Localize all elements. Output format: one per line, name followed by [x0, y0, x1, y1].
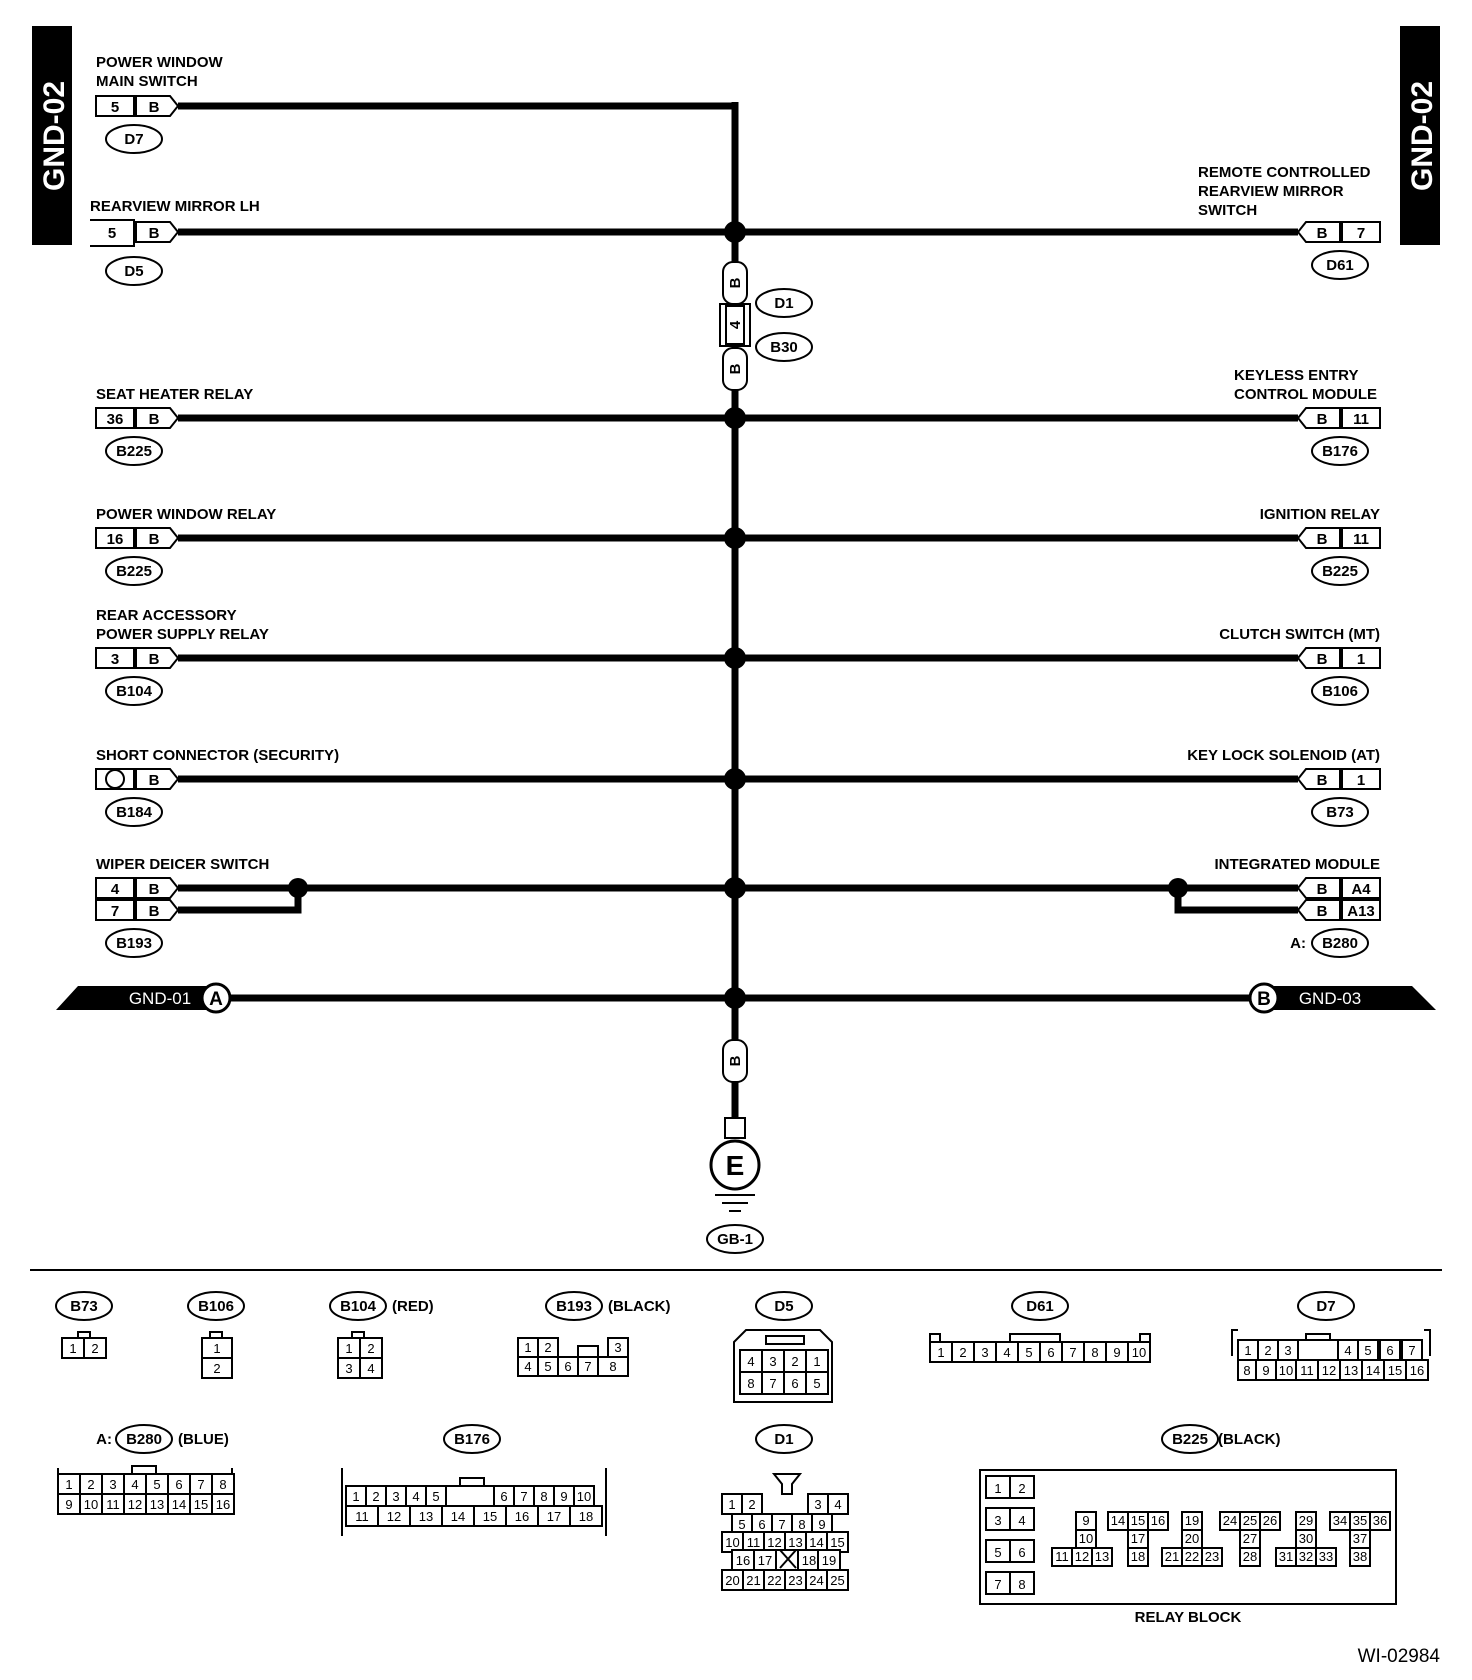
left-pin-seat-heater: 36 [106, 411, 124, 428]
cv-b193-pin: 3 [614, 1340, 622, 1355]
cv-d5-name: D5 [774, 1298, 794, 1315]
cv-d1-pin: 19 [821, 1553, 837, 1568]
cv-b225-pin: 9 [1082, 1513, 1090, 1528]
cv-b225-pin: 18 [1130, 1549, 1146, 1564]
cv-b225-pin: 2 [1018, 1481, 1026, 1496]
cv-b176-pin: 17 [546, 1509, 562, 1524]
cv-b104-pin: 4 [367, 1361, 375, 1376]
left-pin-pw-relay: 16 [106, 531, 124, 548]
right-pin-d61: 7 [1356, 225, 1366, 242]
cv-d61-pin: 5 [1025, 1345, 1033, 1360]
connector-view-b193 [518, 1292, 670, 1376]
cv-b193-pin: 7 [584, 1359, 592, 1374]
cv-b225-pin: 23 [1204, 1549, 1220, 1564]
cv-d7-pin: 10 [1278, 1363, 1294, 1378]
cv-d5-pin: 2 [791, 1354, 799, 1369]
right-label-key-lock: KEY LOCK SOLENOID (AT) [1187, 747, 1380, 764]
cv-b225-pin: 30 [1298, 1531, 1314, 1546]
cv-b176-pin: 10 [576, 1489, 592, 1504]
cv-d1-pin: 14 [809, 1535, 824, 1550]
right-conn-ignition: B225 [1322, 563, 1358, 580]
cv-d1-pin: 6 [758, 1517, 766, 1532]
cv-b193-name: B193 [556, 1298, 592, 1315]
cv-b193-pin: 8 [609, 1359, 617, 1374]
right-color-d61: B [1316, 225, 1328, 242]
cv-d7-pin: 13 [1343, 1363, 1359, 1378]
cv-b225-pin: 31 [1278, 1549, 1294, 1564]
cv-d1-pin: 24 [809, 1573, 824, 1588]
left-label-d5: REARVIEW MIRROR LH [90, 198, 260, 215]
connector-view-b73 [56, 1292, 112, 1358]
cv-d7-pin: 2 [1264, 1343, 1272, 1358]
cv-d7-pin: 6 [1386, 1343, 1394, 1358]
cv-d1-pin: 10 [725, 1535, 740, 1550]
cv-d1-pin: 7 [778, 1517, 786, 1532]
cv-b176-pin: 2 [372, 1489, 380, 1504]
side-tag-left [32, 26, 72, 245]
cv-b225-pin: 8 [1018, 1577, 1026, 1592]
cv-b280-prefix: A: [96, 1431, 112, 1448]
cv-d7-name: D7 [1316, 1298, 1336, 1315]
cv-b280-pin: 14 [171, 1497, 187, 1512]
right-component-key-lock [1187, 747, 1380, 826]
ground-ref: GB-1 [717, 1231, 753, 1248]
side-tag-right-text: GND-02 [1406, 80, 1439, 192]
left-conn-short-conn: B184 [116, 804, 152, 821]
left-label-seat-heater: SEAT HEATER RELAY [96, 386, 254, 403]
right-conn-clutch: B106 [1322, 683, 1358, 700]
cv-b280-pin: 5 [153, 1477, 161, 1492]
cv-d7-pin: 15 [1387, 1363, 1403, 1378]
left-pin-rear-acc: 3 [110, 651, 120, 668]
right-label-d61-line3: SWITCH [1198, 202, 1258, 219]
cv-b225-pin: 17 [1130, 1531, 1146, 1546]
right-color-clutch: B [1316, 651, 1328, 668]
cv-b280-pin: 2 [87, 1477, 95, 1492]
figure-id: WI-02984 [1357, 1646, 1440, 1667]
cv-b176-name: B176 [454, 1431, 490, 1448]
bus-left [56, 984, 230, 1012]
left-color-wiper-4: B [148, 881, 160, 898]
connector-view-b104 [330, 1292, 434, 1378]
left-label-d7-line1: POWER WINDOW [96, 54, 223, 71]
left-label-rear-acc-line1: REAR ACCESSORY [96, 607, 237, 624]
cv-d1-pin: 8 [798, 1517, 806, 1532]
cv-b176-pin: 15 [482, 1509, 498, 1524]
cv-d1-pin: 15 [830, 1535, 845, 1550]
cv-d1-pin: 11 [746, 1535, 761, 1550]
cv-d61-pin: 4 [1003, 1345, 1011, 1360]
left-label-pw-relay: POWER WINDOW RELAY [96, 506, 277, 523]
inline-b30-label: B30 [770, 339, 798, 356]
left-component-d5 [90, 198, 260, 285]
cv-b176-pin: 8 [540, 1489, 548, 1504]
cv-b225-pin: 36 [1372, 1513, 1388, 1528]
cv-d61-pin: 7 [1069, 1345, 1077, 1360]
right-color-integrated-a13: B [1316, 903, 1328, 920]
right-label-integrated: INTEGRATED MODULE [1214, 856, 1380, 873]
cv-d1-cells [722, 1494, 848, 1590]
cv-d5-pin: 3 [769, 1354, 777, 1369]
cv-b280-pin: 13 [149, 1497, 165, 1512]
cv-d61-pin: 6 [1047, 1345, 1055, 1360]
left-label-wiper: WIPER DEICER SWITCH [96, 856, 270, 873]
cv-b280-pin: 8 [219, 1477, 227, 1492]
cv-b225-pin: 7 [994, 1577, 1002, 1592]
cv-b176-pin: 12 [386, 1509, 402, 1524]
inline-connector-d1-b30 [720, 262, 812, 390]
left-components [90, 54, 339, 957]
cv-b104-pin: 3 [345, 1361, 353, 1376]
cv-d1-pin: 1 [728, 1497, 736, 1512]
cv-d1-pin: 17 [757, 1553, 773, 1568]
left-label-short-conn: SHORT CONNECTOR (SECURITY) [96, 747, 340, 764]
cv-d5-pin: 1 [813, 1354, 821, 1369]
left-color-pw-relay: B [148, 531, 160, 548]
cv-d7-pin: 4 [1344, 1343, 1352, 1358]
right-label-clutch: CLUTCH SWITCH (MT) [1219, 626, 1380, 643]
cv-b225-pin: 4 [1018, 1513, 1026, 1528]
cv-b225-pin: 19 [1184, 1513, 1200, 1528]
inline-pin: 4 [727, 320, 744, 330]
cv-b193-pin: 6 [564, 1359, 572, 1374]
side-tag-left-text: GND-02 [38, 80, 71, 192]
cv-b225-pin: 35 [1352, 1513, 1368, 1528]
right-color-key-lock: B [1316, 772, 1328, 789]
cv-d1-pin: 4 [834, 1497, 842, 1512]
right-component-clutch-switch [1219, 626, 1380, 705]
cv-b176-pin: 14 [450, 1509, 466, 1524]
cv-d1-name: D1 [774, 1431, 794, 1448]
cv-d1-pin: 16 [735, 1553, 751, 1568]
left-color-d5: B [148, 225, 160, 242]
short-connector-circle [106, 770, 124, 788]
cv-d61-cells [930, 1342, 1150, 1362]
cv-b176-pin: 16 [514, 1509, 530, 1524]
cv-b104-note: (RED) [392, 1298, 434, 1315]
cv-b280-pin: 12 [127, 1497, 143, 1512]
right-conn-d61: D61 [1326, 257, 1354, 274]
right-component-ignition-relay [1260, 506, 1380, 585]
cv-b106-pin: 2 [213, 1361, 221, 1376]
cv-d61-pin: 10 [1131, 1345, 1147, 1360]
cv-d7-pin: 1 [1244, 1343, 1252, 1358]
connector-view-b280 [58, 1425, 234, 1514]
right-pin-ignition: 11 [1353, 531, 1369, 548]
cv-d1-pin: 5 [738, 1517, 746, 1532]
cv-d7-gap-cell [1298, 1340, 1338, 1360]
left-component-pw-relay [96, 506, 276, 585]
left-conn-seat-heater: B225 [116, 443, 152, 460]
left-conn-d5: D5 [124, 263, 144, 280]
cv-b225-pin: 5 [994, 1545, 1002, 1560]
cv-b280-pin: 3 [109, 1477, 117, 1492]
cv-d61-pin: 3 [981, 1345, 989, 1360]
left-label-d7-line2: MAIN SWITCH [96, 73, 198, 90]
right-color-integrated-a4: B [1316, 881, 1328, 898]
right-label-ignition: IGNITION RELAY [1259, 506, 1380, 523]
right-label-keyless-line2: CONTROL MODULE [1234, 386, 1378, 403]
bus-left-mark: A [209, 989, 223, 1010]
left-conn-pw-relay: B225 [116, 563, 152, 580]
cv-b176-gap-cell [446, 1486, 494, 1506]
inline-color-upper: B [727, 277, 744, 289]
cv-b176-pin: 3 [392, 1489, 400, 1504]
cv-d7-pin: 16 [1409, 1363, 1425, 1378]
cv-b73-pin: 2 [91, 1341, 99, 1356]
cv-b176-pin: 18 [578, 1509, 594, 1524]
cv-d7-pin: 8 [1243, 1363, 1251, 1378]
cv-b225-pin: 28 [1242, 1549, 1258, 1564]
left-pin-wiper-4: 4 [110, 881, 120, 898]
cv-b280-pin: 16 [215, 1497, 231, 1512]
ground-connector [707, 1040, 763, 1253]
left-color-d7: B [148, 99, 160, 116]
connector-view-d7 [1232, 1292, 1430, 1380]
cv-b193-pin: 2 [544, 1340, 552, 1355]
cv-b225-pin: 1 [994, 1481, 1002, 1496]
cv-b176-pin: 6 [500, 1489, 508, 1504]
cv-b225-pin: 27 [1242, 1531, 1258, 1546]
right-pin-integrated-a13: A13 [1347, 903, 1375, 920]
cv-b225-pin: 26 [1262, 1513, 1278, 1528]
cv-d1-pin: 2 [748, 1497, 756, 1512]
cv-b280-pin: 6 [175, 1477, 183, 1492]
cv-d1-pin: 9 [818, 1517, 826, 1532]
right-conn-integrated: B280 [1322, 935, 1358, 952]
cv-d7-pin: 12 [1321, 1363, 1337, 1378]
left-conn-rear-acc: B104 [116, 683, 152, 700]
cv-b225-pin: 14 [1110, 1513, 1126, 1528]
ground-wire-color: B [727, 1055, 744, 1067]
cv-d5-pin: 7 [769, 1376, 777, 1391]
cv-b176-pin: 11 [355, 1509, 369, 1524]
cv-b225-pin: 15 [1130, 1513, 1146, 1528]
cv-b176-pin: 4 [412, 1489, 420, 1504]
cv-b176-cells [346, 1486, 602, 1526]
cv-b225-pin: 34 [1332, 1513, 1348, 1528]
cv-d61-name: D61 [1026, 1298, 1054, 1315]
cv-d7-pin: 7 [1408, 1343, 1416, 1358]
cv-b225-pin: 21 [1164, 1549, 1180, 1564]
connector-view-b176 [342, 1425, 606, 1536]
cv-b73-pin: 1 [69, 1341, 77, 1356]
right-label-keyless-line1: KEYLESS ENTRY [1234, 367, 1359, 384]
cv-d61-pin: 2 [959, 1345, 967, 1360]
cv-b176-pin: 5 [432, 1489, 440, 1504]
right-label-d61-line2: REARVIEW MIRROR [1198, 183, 1344, 200]
cv-b176-pin: 1 [352, 1489, 360, 1504]
cv-b280-pin: 11 [106, 1497, 120, 1512]
cv-b280-pin: 10 [83, 1497, 99, 1512]
cv-b225-pin: 10 [1078, 1531, 1094, 1546]
cv-b193-pin: 1 [524, 1340, 532, 1355]
cv-b225-pin: 3 [994, 1513, 1002, 1528]
cv-d7-pin: 5 [1364, 1343, 1372, 1358]
right-label-d61-line1: REMOTE CONTROLLED [1198, 164, 1371, 181]
connector-view-b225 [980, 1425, 1396, 1626]
cv-d1-pin: 12 [767, 1535, 782, 1550]
cv-d1-pin: 22 [767, 1573, 782, 1588]
cv-b225-pin: 32 [1298, 1549, 1314, 1564]
cv-b280-note: (BLUE) [178, 1431, 229, 1448]
cv-b193-pin: 5 [544, 1359, 552, 1374]
connector-view-b106 [188, 1292, 244, 1378]
cv-d1-pin: 20 [725, 1573, 740, 1588]
cv-d7-pin: 11 [1300, 1363, 1314, 1378]
right-components [1187, 164, 1380, 957]
cv-d7-pin: 14 [1365, 1363, 1381, 1378]
cv-b280-name: B280 [126, 1431, 162, 1448]
connector-view-d5 [734, 1292, 832, 1402]
cv-b225-pin: 33 [1318, 1549, 1334, 1564]
right-pin-keyless: 11 [1353, 411, 1369, 428]
left-pin-wiper-7: 7 [110, 903, 120, 920]
cv-d5-pin: 8 [747, 1376, 755, 1391]
bus-right-label: GND-03 [1298, 989, 1362, 1008]
cv-b225-pin: 12 [1074, 1549, 1090, 1564]
cv-b176-pin: 13 [418, 1509, 434, 1524]
cv-b225-pin: 13 [1094, 1549, 1110, 1564]
left-label-rear-acc-line2: POWER SUPPLY RELAY [96, 626, 269, 643]
cv-b104-pin: 2 [367, 1341, 375, 1356]
cv-b176-pin: 7 [520, 1489, 528, 1504]
left-conn-wiper: B193 [116, 935, 152, 952]
cv-b225-pin: 16 [1150, 1513, 1166, 1528]
cv-b225-note: (BLACK) [1218, 1431, 1281, 1448]
cv-d1-pin: 3 [814, 1497, 822, 1512]
cv-b225-pin: 24 [1222, 1513, 1238, 1528]
cv-b193-note: (BLACK) [608, 1298, 671, 1315]
cv-b176-pin: 9 [560, 1489, 568, 1504]
left-color-short-conn: B [148, 772, 160, 789]
cv-b73-name: B73 [70, 1298, 98, 1315]
cv-b225-pin: 6 [1018, 1545, 1026, 1560]
right-pin-integrated-a4: A4 [1351, 881, 1371, 898]
left-color-rear-acc: B [148, 651, 160, 668]
cv-d1-pin: 13 [788, 1535, 803, 1550]
side-tag-right [1400, 26, 1440, 245]
cv-d5-pin: 6 [791, 1376, 799, 1391]
cv-b225-pin: 38 [1352, 1549, 1368, 1564]
cv-d1-pin: 18 [801, 1553, 817, 1568]
cv-b225-pin: 37 [1352, 1531, 1368, 1546]
right-prefix-integrated: A: [1290, 935, 1306, 952]
cv-d61-pin: 1 [937, 1345, 945, 1360]
left-color-seat-heater: B [148, 411, 160, 428]
cv-d61-pin: 9 [1113, 1345, 1121, 1360]
cv-b225-name: B225 [1172, 1431, 1208, 1448]
left-pin-d7: 5 [110, 99, 120, 116]
cv-b104-pin: 1 [345, 1341, 353, 1356]
cv-d7-pin: 9 [1262, 1363, 1270, 1378]
cv-b280-pin: 9 [65, 1497, 73, 1512]
bus-right-mark: B [1257, 989, 1271, 1010]
bus-left-label: GND-01 [128, 989, 192, 1008]
bus-right [1250, 984, 1436, 1012]
right-pin-clutch: 1 [1356, 651, 1366, 668]
cv-b106-pin: 1 [213, 1341, 221, 1356]
cv-b193-pin: 4 [524, 1359, 532, 1374]
cv-b280-pin: 15 [193, 1497, 209, 1512]
cv-d7-cells [1238, 1340, 1428, 1380]
cv-d1-pin: 23 [788, 1573, 803, 1588]
left-color-wiper-7: B [148, 903, 160, 920]
left-conn-d7: D7 [124, 131, 144, 148]
cv-b225-pin: 22 [1184, 1549, 1200, 1564]
cv-d61-pin: 8 [1091, 1345, 1099, 1360]
right-conn-keyless: B176 [1322, 443, 1358, 460]
cv-b225-pin: 11 [1055, 1549, 1069, 1564]
left-component-short-connector [96, 747, 339, 826]
right-conn-key-lock: B73 [1326, 804, 1354, 821]
cv-b225-pin: 29 [1298, 1513, 1314, 1528]
right-pin-key-lock: 1 [1356, 772, 1366, 789]
cv-d5-pin: 5 [813, 1376, 821, 1391]
inline-color-lower: B [727, 363, 744, 375]
cv-b104-name: B104 [340, 1298, 376, 1315]
cv-d1-pin: 25 [830, 1573, 845, 1588]
cv-b225-cells [986, 1476, 1390, 1594]
cv-b225-pin: 25 [1242, 1513, 1258, 1528]
right-color-ignition: B [1316, 531, 1328, 548]
left-pin-d5: 5 [107, 225, 117, 242]
connector-view-d1 [722, 1425, 848, 1590]
cv-b280-pin: 1 [65, 1477, 73, 1492]
cv-d5-pin: 4 [747, 1354, 755, 1369]
cv-b225-footer: RELAY BLOCK [1134, 1609, 1242, 1626]
cv-b280-pin: 4 [131, 1477, 139, 1492]
right-component-d61 [1198, 164, 1380, 279]
ground-label: E [725, 1150, 745, 1181]
cv-d7-pin: 3 [1284, 1343, 1292, 1358]
right-color-keyless: B [1316, 411, 1328, 428]
inline-d1-label: D1 [774, 295, 794, 312]
cv-b280-pin: 7 [197, 1477, 205, 1492]
cv-b280-cells [58, 1474, 234, 1514]
cv-b225-pin: 20 [1184, 1531, 1200, 1546]
connector-view-d61 [930, 1292, 1150, 1362]
cv-d1-pin: 21 [746, 1573, 761, 1588]
left-component-seat-heater [96, 386, 253, 465]
cv-b106-name: B106 [198, 1298, 234, 1315]
wire-d7 [178, 106, 735, 110]
